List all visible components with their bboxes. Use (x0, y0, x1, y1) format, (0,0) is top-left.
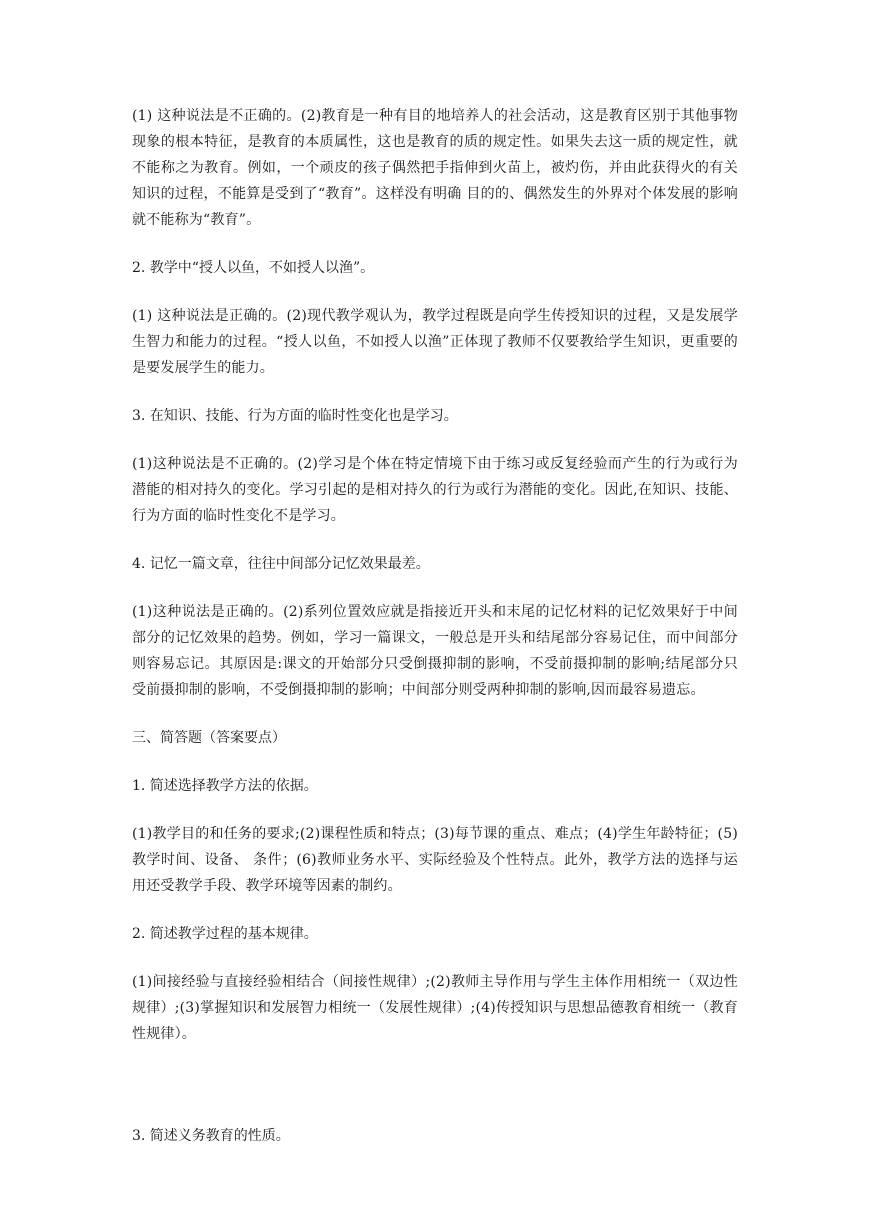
short-answer-question-1: 1. 简述选择教学方法的依据。 (132, 778, 318, 794)
short-answer-paragraph-1: (1)教学目的和任务的要求;(2)课程性质和特点；(3)每节课的重点、难点；(4)学生年龄特征；(5)教学时间、设备、 条件；(6)教师业务水平、实际经验及个性特点。此外，教学方法的选择与运用还受教学手段、教学环境等因素的制约。 (132, 826, 738, 894)
short-answer-question-3: 3. 简述义务教育的性质。 (132, 1128, 290, 1144)
section-heading-short-answer: 三、简答题（答案要点） (132, 730, 286, 746)
short-answer-question-2: 2. 简述教学过程的基本规律。 (132, 926, 318, 942)
question-4-heading: 4. 记忆一篇文章，往往中间部分记忆效果最差。 (132, 556, 430, 572)
question-2-heading: 2. 教学中“授人以鱼，不如授人以渔”。 (132, 260, 375, 276)
short-answer-paragraph-2: (1)间接经验与直接经验相结合（间接性规律）;(2)教师主导作用与学生主体作用相统一（双边性规律）;(3)掌握知识和发展智力相统一（发展性规律）;(4)传授知识与思想品德教育相统一（教育性规律）。 (132, 974, 738, 1042)
question-3-heading: 3. 在知识、技能、行为方面的临时性变化也是学习。 (132, 408, 458, 424)
document-body (132, 103, 738, 1171)
answer-paragraph-1: (1) 这种说法是不正确的。(2)教育是一种有目的地培养人的社会活动，这是教育区别于其他事物现象的根本特征，是教育的本质属性，这也是教育的质的规定性。如果失去这一质的规定性，就不能称之为教育。例如，一个顽皮的孩子偶然把手指伸到火苗上，被灼伤，并由此获得火的有关知识的过程，不能算是受到了“教育”。这样没有明确 目的的、偶然发生的外界对个体发展的影响就不能称为“教育”。 (132, 108, 738, 228)
answer-paragraph-3: (1)这种说法是不正确的。(2)学习是个体在特定情境下由于练习或反复经验而产生的行为或行为潜能的相对持久的变化。学习引起的是相对持久的行为或行为潜能的变化。因此,在知识、技能、行为方面的临时性变化不是学习。 (132, 456, 738, 524)
answer-paragraph-4: (1)这种说法是正确的。(2)系列位置效应就是指接近开头和末尾的记忆材料的记忆效果好于中间部分的记忆效果的趋势。例如，学习一篇课文，一般总是开头和结尾部分容易记住，而中间部分则容易忘记。其原因是:课文的开始部分只受倒摄抑制的影响，不受前摄抑制的影响;结尾部分只受前摄抑制的影响，不受倒摄抑制的影响；中间部分则受两种抑制的影响,因而最容易遗忘。 (132, 604, 738, 698)
blank-gap (132, 1069, 738, 1123)
answer-paragraph-2: (1) 这种说法是正确的。(2)现代教学观认为，教学过程既是向学生传授知识的过程，又是发展学生智力和能力的过程。“授人以鱼，不如授人以渔”正体现了教师不仅要教给学生知识，更重要的是要发展学生的能力。 (132, 308, 738, 376)
